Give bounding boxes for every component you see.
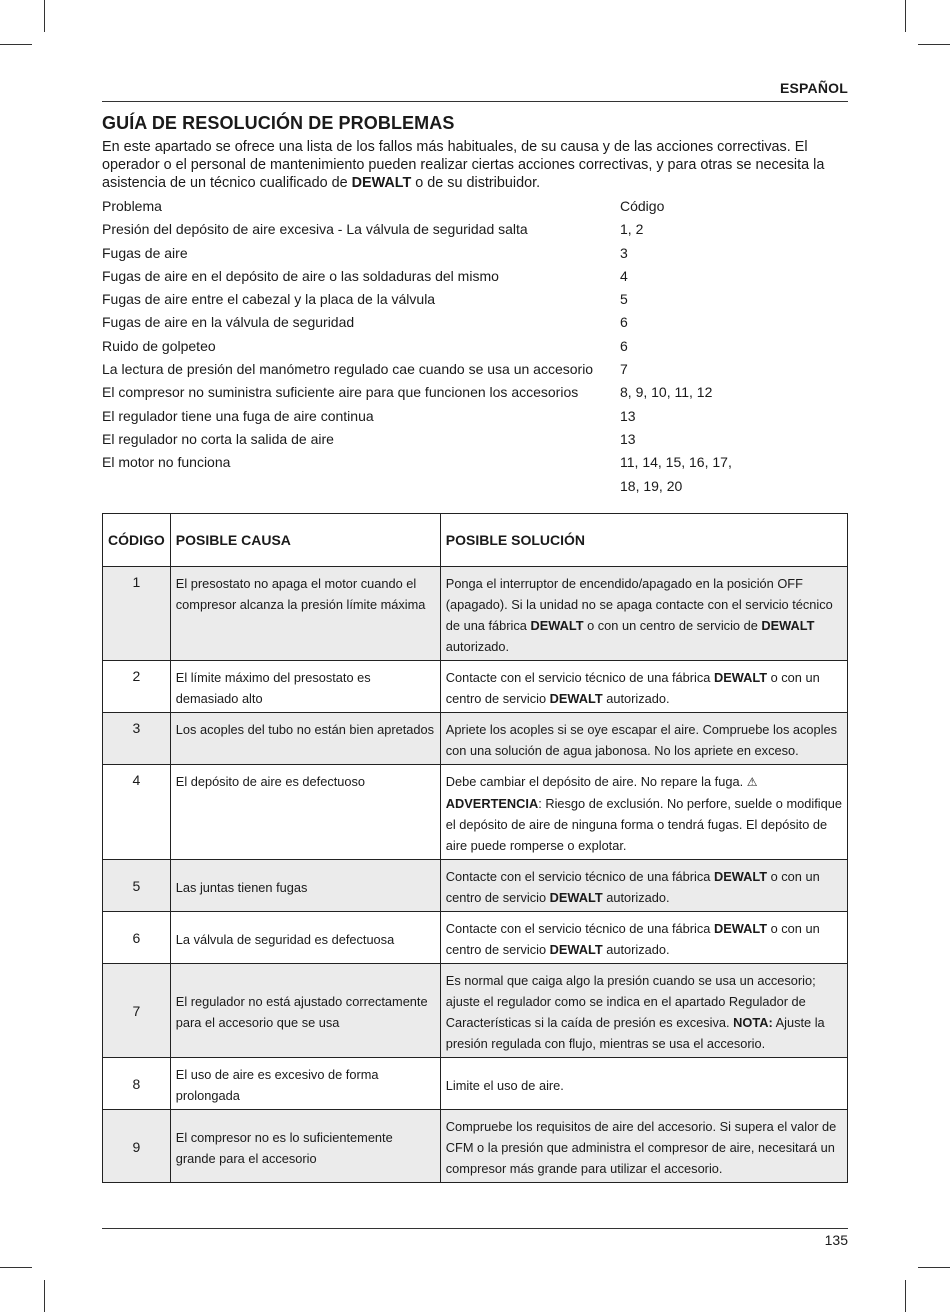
intro-text: En este apartado se ofrece una lista de los fallos más habituales, de su causa y de las acciones correctivas. El operador o el personal de mantenimiento pueden realizar ciertas acciones correctivas, y para otras se necesita la asistencia de un técnico cualificado de — [102, 139, 825, 191]
list-item — [102, 266, 848, 289]
row-code: 3 — [103, 713, 171, 765]
note-label: NOTA: — [733, 1015, 773, 1030]
row-cause: Las juntas tienen fugas — [170, 860, 440, 912]
problem-name: El motor no funciona — [102, 454, 231, 471]
crop-mark — [905, 0, 906, 32]
problem-list — [102, 196, 848, 499]
row-code: 7 — [103, 964, 171, 1058]
row-solution: Contacte con el servicio técnico de una fábrica DEWALT o con un centro de servicio DEWALT autorizado. — [440, 661, 847, 713]
row-code: 9 — [103, 1110, 171, 1183]
row-code: 5 — [103, 860, 171, 912]
list-item — [102, 452, 848, 475]
table-row — [103, 912, 848, 964]
crop-mark — [905, 1280, 906, 1312]
crop-mark — [44, 0, 45, 32]
list-item — [102, 429, 848, 452]
row-cause: El límite máximo del presostato es demasiado alto — [170, 661, 440, 713]
solutions-table — [102, 513, 848, 1183]
table-row — [103, 713, 848, 765]
brand-name: DEWALT — [351, 175, 412, 191]
problem-name: El compresor no suministra suficiente aire para que funcionen los accesorios — [102, 384, 579, 401]
crop-mark — [0, 44, 32, 45]
problem-code: 7 — [620, 361, 628, 378]
solution-column-header: POSIBLE SOLUCIÓN — [440, 514, 847, 567]
row-solution: Es normal que caiga algo la presión cuando se usa un accesorio; ajuste el regulador como se indica en el apartado Regulador de Características si la caída de presión es excesiva. NOTA: Ajuste la presión regulada con flujo, mientras se usa el accesorio. — [440, 964, 847, 1058]
table-row — [103, 964, 848, 1058]
problem-name: El regulador no corta la salida de aire — [102, 430, 334, 447]
warning-label: ADVERTENCIA — [445, 796, 539, 811]
problem-code: 4 — [620, 267, 628, 284]
list-item — [102, 312, 848, 335]
problem-code: 6 — [620, 337, 628, 354]
table-row — [103, 1058, 848, 1110]
table-row — [103, 765, 848, 860]
row-code: 1 — [103, 567, 171, 661]
code-column-header: CÓDIGO — [103, 514, 171, 567]
list-item — [102, 406, 848, 429]
cause-column-header: POSIBLE CAUSA — [170, 514, 440, 567]
problem-name: Fugas de aire en el depósito de aire o las soldaduras del mismo — [102, 267, 499, 284]
crop-mark — [44, 1280, 45, 1312]
table-row — [103, 661, 848, 713]
row-cause: Los acoples del tubo no están bien apretados — [170, 713, 440, 765]
problem-code: 1, 2 — [620, 221, 644, 238]
solutions-header-row — [103, 514, 848, 567]
page-title: GUÍA DE RESOLUCIÓN DE PROBLEMAS — [102, 113, 455, 133]
list-item — [102, 289, 848, 312]
row-solution: Contacte con el servicio técnico de una fábrica DEWALT o con un centro de servicio DEWALT autorizado. — [440, 860, 847, 912]
intro-paragraph — [102, 138, 842, 192]
page-number: 135 — [824, 1232, 848, 1248]
list-item — [102, 219, 848, 242]
row-code: 2 — [103, 661, 171, 713]
row-code: 8 — [103, 1058, 171, 1110]
table-row — [103, 860, 848, 912]
code-header: Código — [620, 198, 665, 214]
crop-mark — [0, 1267, 32, 1268]
row-solution: Contacte con el servicio técnico de una fábrica DEWALT o con un centro de servicio DEWALT autorizado. — [440, 912, 847, 964]
list-item — [102, 359, 848, 382]
row-cause: El presostato no apaga el motor cuando el compresor alcanza la presión límite máxima — [170, 567, 440, 661]
list-item — [102, 476, 848, 499]
row-solution: Apriete los acoples si se oye escapar el aire. Compruebe los acoples con una solución de agua jabonosa. No los apriete en exceso. — [440, 713, 847, 765]
crop-mark — [918, 44, 950, 45]
crop-mark — [918, 1267, 950, 1268]
problem-code: 3 — [620, 244, 628, 261]
row-cause: El compresor no es lo suficientemente grande para el accesorio — [170, 1110, 440, 1183]
problem-code: 8, 9, 10, 11, 12 — [620, 384, 713, 401]
problem-code: 13 — [620, 407, 636, 424]
problem-code: 6 — [620, 314, 628, 331]
footer-divider — [102, 1228, 848, 1229]
problem-name: Presión del depósito de aire excesiva - La válvula de seguridad salta — [102, 221, 528, 238]
row-cause: La válvula de seguridad es defectuosa — [170, 912, 440, 964]
list-item — [102, 243, 848, 266]
language-label: ESPAÑOL — [779, 80, 848, 96]
row-solution: Debe cambiar el depósito de aire. No repare la fuga. ⚠ ADVERTENCIA: Riesgo de exclusión. No perfore, suelde o modifique el depósito de aire de ninguna forma o tendrá fugas. El depósito de aire puede romperse o explotar. — [440, 765, 847, 860]
row-code: 6 — [103, 912, 171, 964]
problem-code: 5 — [620, 291, 628, 308]
problem-name: Ruido de golpeteo — [102, 337, 216, 354]
problem-list-header — [102, 196, 848, 219]
table-row — [103, 567, 848, 661]
list-item — [102, 336, 848, 359]
row-solution: Limite el uso de aire. — [440, 1058, 847, 1110]
row-solution: Ponga el interruptor de encendido/apagado en la posición OFF (apagado). Si la unidad no se apaga contacte con el servicio técnico de una fábrica DEWALT o con un centro de servicio de DEWALT autorizado. — [440, 567, 847, 661]
row-solution: Compruebe los requisitos de aire del accesorio. Si supera el valor de CFM o la presión que administra el compresor de aire, necesitará un compresor más grande para utilizar el accesorio. — [440, 1110, 847, 1183]
warning-icon: ⚠ — [746, 775, 758, 789]
problem-name: Fugas de aire — [102, 244, 188, 261]
header-divider — [102, 101, 848, 102]
list-item — [102, 382, 848, 405]
problem-name: Fugas de aire entre el cabezal y la placa de la válvula — [102, 291, 436, 308]
problem-code: 18, 19, 20 — [620, 477, 683, 494]
problem-name — [102, 476, 620, 499]
problem-code: 11, 14, 15, 16, 17, — [620, 454, 732, 471]
row-cause: El regulador no está ajustado correctamente para el accesorio que se usa — [170, 964, 440, 1058]
problem-code: 13 — [620, 430, 636, 447]
problem-header: Problema — [102, 198, 162, 214]
problem-name: El regulador tiene una fuga de aire continua — [102, 407, 374, 424]
row-cause: El depósito de aire es defectuoso — [170, 765, 440, 860]
problem-name: La lectura de presión del manómetro regulado cae cuando se usa un accesorio — [102, 361, 594, 378]
problem-name: Fugas de aire en la válvula de seguridad — [102, 314, 355, 331]
row-code: 4 — [103, 765, 171, 860]
intro-text-end: o de su distribuidor. — [411, 175, 541, 191]
row-cause: El uso de aire es excesivo de forma prolongada — [170, 1058, 440, 1110]
table-row — [103, 1110, 848, 1183]
